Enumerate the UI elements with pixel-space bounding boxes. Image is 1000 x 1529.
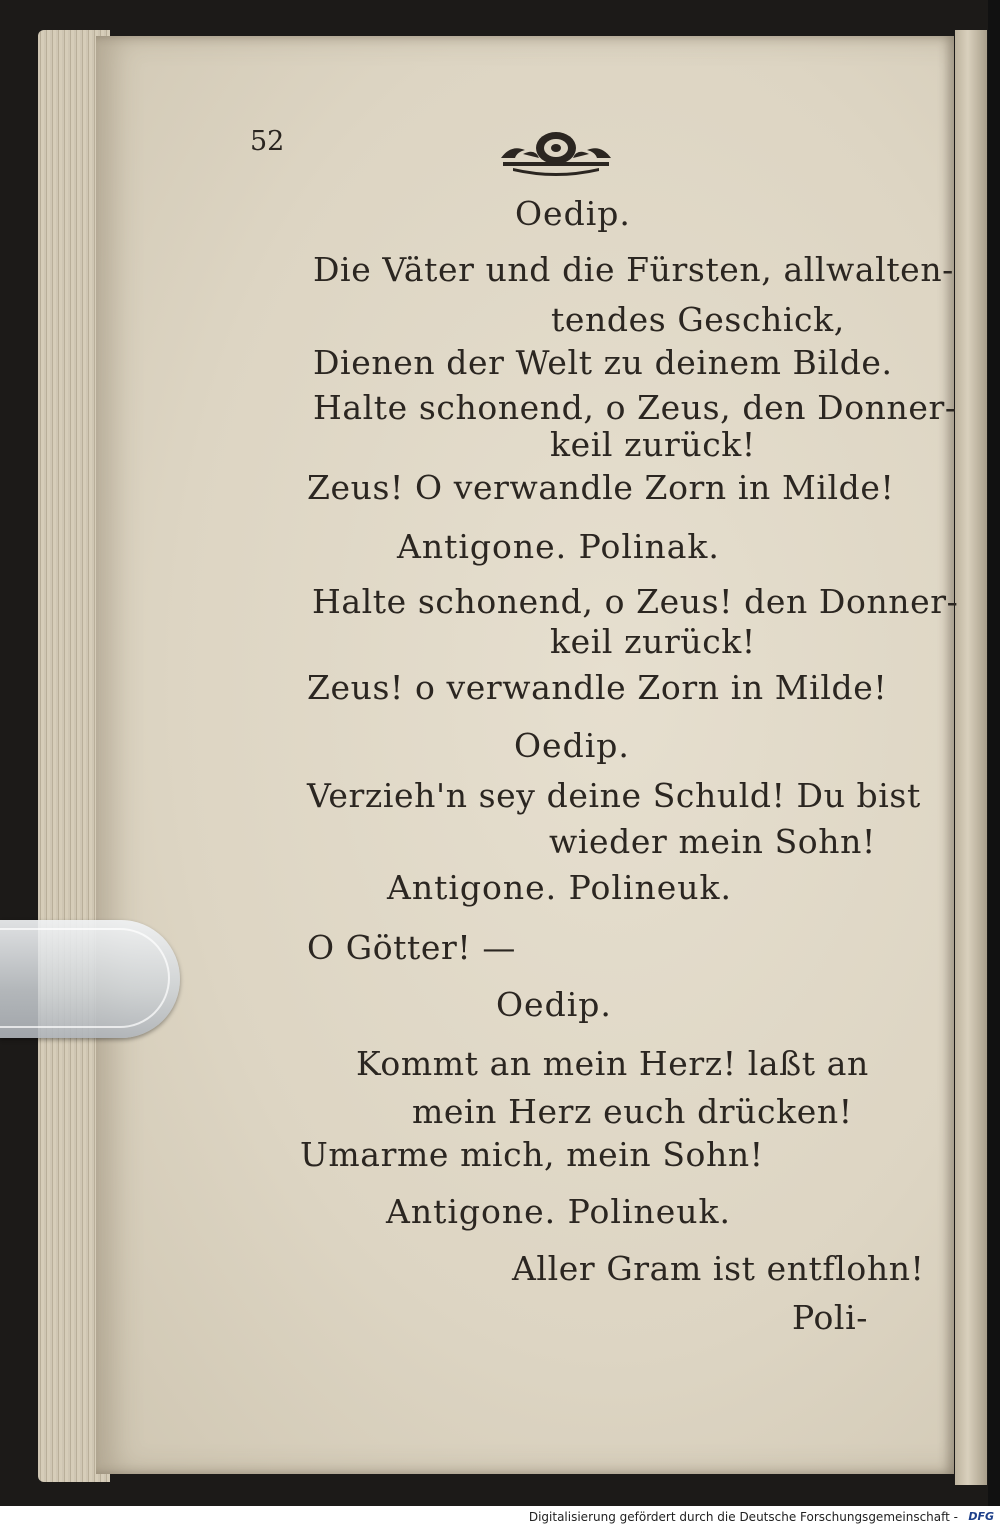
verse-line: Zeus! o verwandle Zorn in Milde! <box>307 668 888 707</box>
speaker-name: Oedip. <box>514 726 630 765</box>
scan-border <box>988 0 1000 1506</box>
footer-credit: Digitalisierung gefördert durch die Deutsche Forschungsgemeinschaft - <box>528 1510 958 1524</box>
verse-line: Zeus! O verwandle Zorn in Milde! <box>307 468 895 507</box>
speaker-name: Antigone. Polinak. <box>397 527 720 566</box>
verse-line: Aller Gram ist entflohn! <box>512 1249 925 1288</box>
decorative-ornament-icon <box>493 124 619 176</box>
dfg-logo: DFG <box>968 1510 994 1523</box>
facing-page-edge <box>955 30 987 1485</box>
speaker-name: Antigone. Polineuk. <box>387 868 733 907</box>
verse-line: Die Väter und die Fürsten, allwalten- <box>313 250 954 289</box>
verse-line: Halte schonend, o Zeus, den Donner- <box>313 388 957 427</box>
verse-line: O Götter! — <box>307 928 516 967</box>
verse-line: Dienen der Welt zu deinem Bilde. <box>313 343 893 382</box>
speaker-name: Oedip. <box>515 194 631 233</box>
verse-line: keil zurück! <box>550 425 756 464</box>
page-clip <box>0 920 180 1038</box>
catchword: Poli- <box>792 1298 868 1337</box>
footer-bar <box>0 1506 1000 1529</box>
speaker-name: Antigone. Polineuk. <box>386 1192 732 1231</box>
page-number: 52 <box>250 126 285 157</box>
verse-line: Kommt an mein Herz! laßt an <box>356 1044 869 1083</box>
verse-line: wieder mein Sohn! <box>549 822 876 861</box>
verse-line: Verzieh'n sey deine Schuld! Du bist <box>307 776 921 815</box>
verse-line: Halte schonend, o Zeus! den Donner- <box>312 582 959 621</box>
verse-line: keil zurück! <box>550 622 756 661</box>
verse-line: tendes Geschick, <box>551 300 845 339</box>
verse-line: mein Herz euch drücken! <box>412 1092 853 1131</box>
verse-line: Umarme mich, mein Sohn! <box>300 1135 764 1174</box>
speaker-name: Oedip. <box>496 985 612 1024</box>
